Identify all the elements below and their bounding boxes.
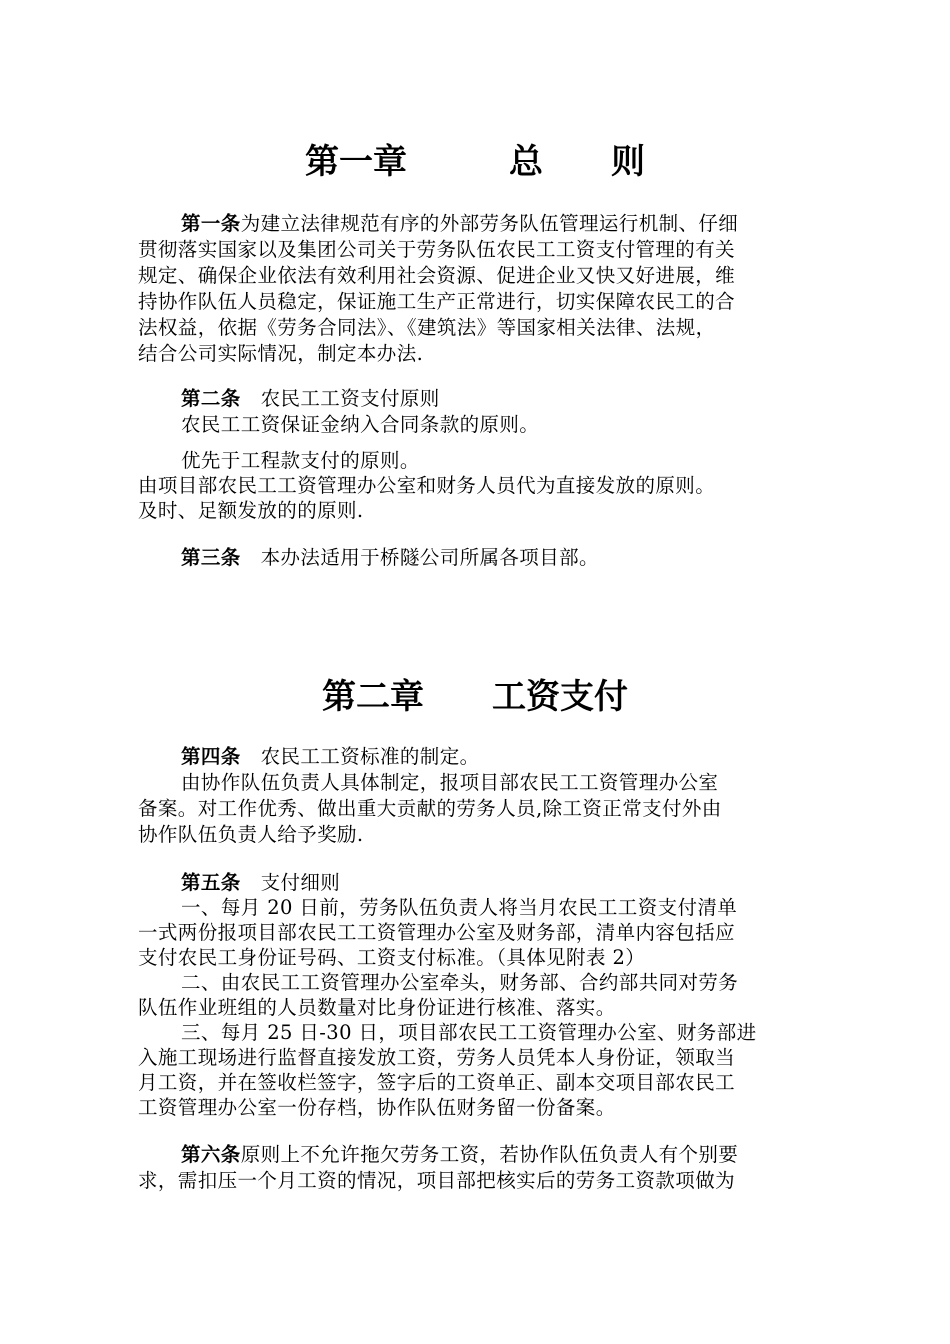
article-4-heading	[181, 745, 480, 769]
article-1-line: 结合公司实际情况，制定本办法.	[138, 342, 424, 365]
article-5-line: 队伍作业班组的人员数量对比身份证进行核准、落实。	[138, 996, 616, 1019]
article-5-line: 一式两份报项目部农民工工资管理办公室及财务部，清单内容包括应	[138, 921, 736, 944]
article-5-heading	[181, 871, 340, 895]
article-6-line: 求，需扣压一个月工资的情况，项目部把核实后的劳务工资款项做为	[138, 1169, 736, 1192]
article-5-label: 第五条	[181, 871, 241, 894]
article-2-heading	[181, 387, 440, 411]
article-6-text: 原则上不允许拖欠劳务工资，若协作队伍负责人有个别要	[240, 1143, 739, 1166]
article-4-heading-text: 农民工工资标准的制定。	[240, 745, 480, 768]
article-4-line: 由协作队伍负责人具体制定，报项目部农民工工资管理办公室	[181, 771, 719, 794]
article-5-line: 一、每月 20 日前，劳务队伍负责人将当月农民工工资支付清单	[181, 896, 738, 919]
article-2-line: 由项目部农民工工资管理办公室和财务人员代为直接发放的原则。	[138, 474, 716, 497]
article-6-first-line	[181, 1143, 738, 1167]
article-1-line: 规定、确保企业依法有效利用社会资源、促进企业又快又好进展，维	[138, 264, 736, 287]
article-1-label: 第一条	[181, 212, 241, 235]
article-2-line: 及时、足额发放的的原则.	[138, 499, 364, 522]
article-4-line: 协作队伍负责人给予奖励.	[138, 823, 364, 846]
article-5-line: 支付农民工身份证号码、工资支付标准。（具体见附表 2）	[138, 946, 646, 969]
article-3	[181, 546, 599, 570]
article-5-line: 三、每月 25 日-30 日，项目部农民工工资管理办公室、财务部进	[181, 1021, 757, 1044]
article-3-label: 第三条	[181, 546, 241, 569]
article-1-line: 贯彻落实国家以及集团公司关于劳务队伍农民工工资支付管理的有关	[138, 238, 736, 261]
article-2-line: 农民工工资保证金纳入合同条款的原则。	[181, 413, 540, 436]
article-1-text: 为建立法律规范有序的外部劳务队伍管理运行机制、仔细	[240, 212, 739, 235]
chapter-2-title: 第二章 工资支付	[322, 677, 628, 717]
article-3-text: 本办法适用于桥隧公司所属各项目部。	[240, 546, 599, 569]
article-6-label: 第六条	[181, 1143, 241, 1166]
article-2-heading-text: 农民工工资支付原则	[240, 387, 440, 410]
article-2-label: 第二条	[181, 387, 241, 410]
article-5-line: 入施工现场进行监督直接发放工资，劳务人员凭本人身份证，领取当	[138, 1046, 736, 1069]
article-4-label: 第四条	[181, 745, 241, 768]
article-5-line: 月工资，并在签收栏签字，签字后的工资单正、副本交项目部农民工	[138, 1071, 736, 1094]
article-1-first-line	[181, 212, 738, 236]
article-5-line: 工资管理办公室一份存档，协作队伍财务留一份备案。	[138, 1096, 616, 1119]
article-5-line: 二、由农民工工资管理办公室牵头，财务部、合约部共同对劳务	[181, 971, 739, 994]
article-1-line: 持协作队伍人员稳定，保证施工生产正常进行，切实保障农民工的合	[138, 290, 736, 313]
article-4-line: 备案。对工作优秀、做出重大贡献的劳务人员,除工资正常支付外由	[138, 797, 722, 820]
chapter-1-title: 第一章 总 则	[305, 142, 645, 182]
article-1-line: 法权益，依据《劳务合同法》、《建筑法》等国家相关法律、法规，	[138, 316, 716, 339]
article-2-line: 优先于工程款支付的原则。	[181, 449, 420, 472]
article-5-heading-text: 支付细则	[240, 871, 341, 894]
